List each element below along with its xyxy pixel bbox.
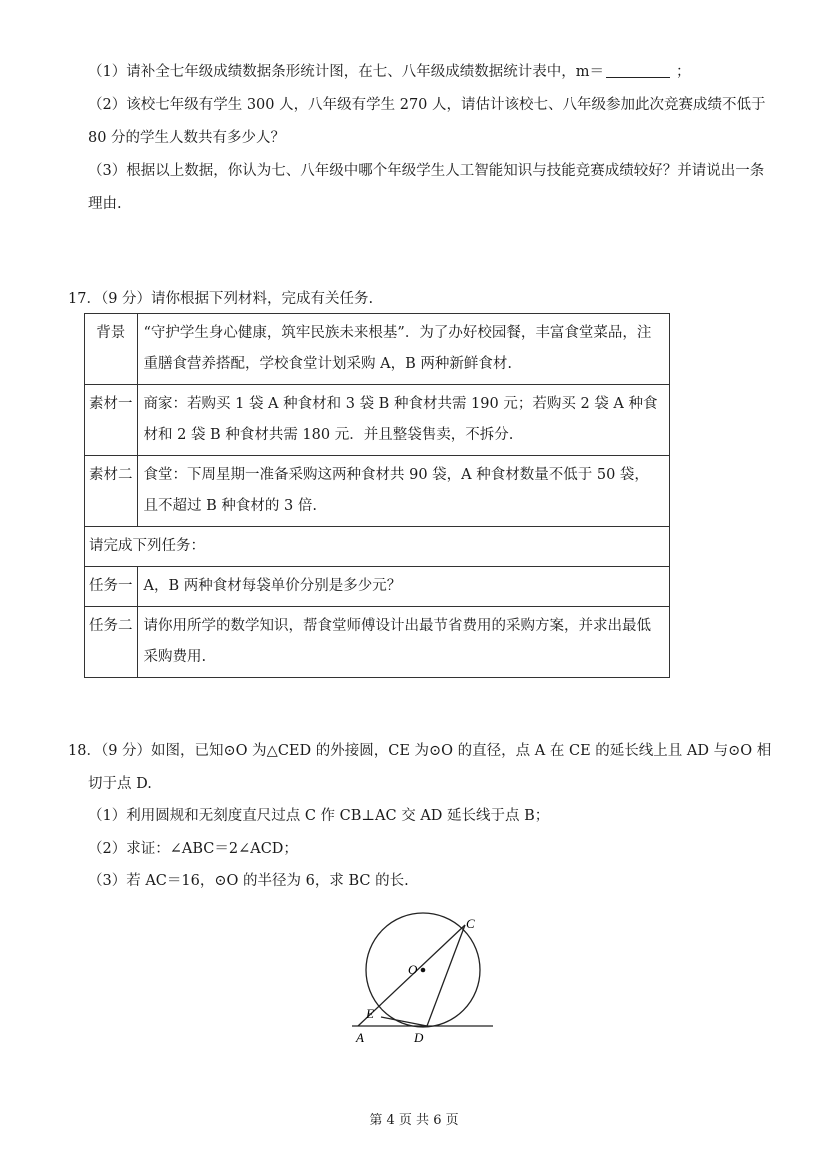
circle-geometry-figure: [350, 910, 500, 1050]
q16-sub3-line2: 理由.: [88, 196, 122, 212]
q16-sub2-line1: （2）该校七年级有学生 300 人，八年级有学生 270 人，请估计该校七、八年级参加此次竞赛成绩不低于: [88, 97, 766, 113]
row-text: 请你用所学的数学知识，帮食堂师傅设计出最节省费用的采购方案，并求出最低采购费用.: [137, 607, 670, 678]
row-full: 请完成下列任务：: [85, 527, 670, 567]
row-text: A，B 两种食材每袋单价分别是多少元？: [137, 567, 670, 607]
row-head: 背景: [85, 314, 138, 385]
row-text: 商家：若购买 1 袋 A 种食材和 3 袋 B 种食材共需 190 元；若购买 2 袋 A 种食材和 2 袋 B 种食材共需 180 元．并且整袋售卖，不拆分.: [137, 385, 670, 456]
row-head: 素材一: [85, 385, 138, 456]
label-e: E: [366, 1006, 374, 1021]
table-row: [85, 567, 670, 607]
row-head: 任务二: [85, 607, 138, 678]
q17-title: 17．（9 分）请你根据下列材料，完成有关任务.: [68, 291, 374, 307]
q16-sub1: [88, 62, 690, 82]
q18-sub3: （3）若 AC＝16，⊙O 的半径为 6，求 BC 的长.: [88, 873, 409, 889]
chord-ed: [381, 1017, 427, 1026]
q18-sub1: （1）利用圆规和无刻度直尺过点 C 作 CB⊥AC 交 AD 延长线于点 B；: [88, 808, 550, 824]
row-text: “守护学生身心健康，筑牢民族未来根基”．为了办好校园餐，丰富食堂菜品，注重膳食营养搭配，学校食堂计划采购 A，B 两种新鲜食材.: [137, 314, 670, 385]
center-point-o: [421, 968, 426, 973]
q16-sub2-line2: 80 分的学生人数共有多少人？: [88, 130, 286, 146]
label-c: C: [466, 916, 475, 931]
table-row: [85, 385, 670, 456]
page-footer: 第 4 页 共 6 页: [369, 1113, 459, 1128]
label-d: D: [414, 1030, 424, 1045]
table-row: [85, 527, 670, 567]
table-row: [85, 607, 670, 678]
chord-cd: [427, 925, 465, 1026]
q18-title-line2: 切于点 D.: [88, 776, 152, 792]
answer-blank: [606, 63, 670, 78]
row-text: 食堂：下周星期一准备采购这两种食材共 90 袋，A 种食材数量不低于 50 袋，且不超过 B 种食材的 3 倍.: [137, 456, 670, 527]
row-head: 素材二: [85, 456, 138, 527]
q18-title-line1: 18．（9 分）如图，已知⊙O 为△CED 的外接圆，CE 为⊙O 的直径，点 A 在 CE 的延长线上且 AD 与⊙O 相: [68, 743, 772, 759]
table-row: [85, 456, 670, 527]
q16-sub1-end: ；: [675, 64, 691, 80]
q17-materials-table: [84, 313, 670, 678]
q16-sub1-text: （1）请补全七年级成绩数据条形统计图，在七、八年级成绩数据统计表中，m＝: [88, 64, 604, 80]
row-head: 任务一: [85, 567, 138, 607]
q16-sub3-line1: （3）根据以上数据，你认为七、八年级中哪个年级学生人工智能知识与技能竞赛成绩较好？并请说出一条: [88, 163, 765, 179]
label-o: O: [408, 962, 418, 977]
table-row: [85, 314, 670, 385]
label-a: A: [356, 1030, 364, 1045]
q18-sub2: （2）求证：∠ABC＝2∠ACD；: [88, 841, 298, 857]
